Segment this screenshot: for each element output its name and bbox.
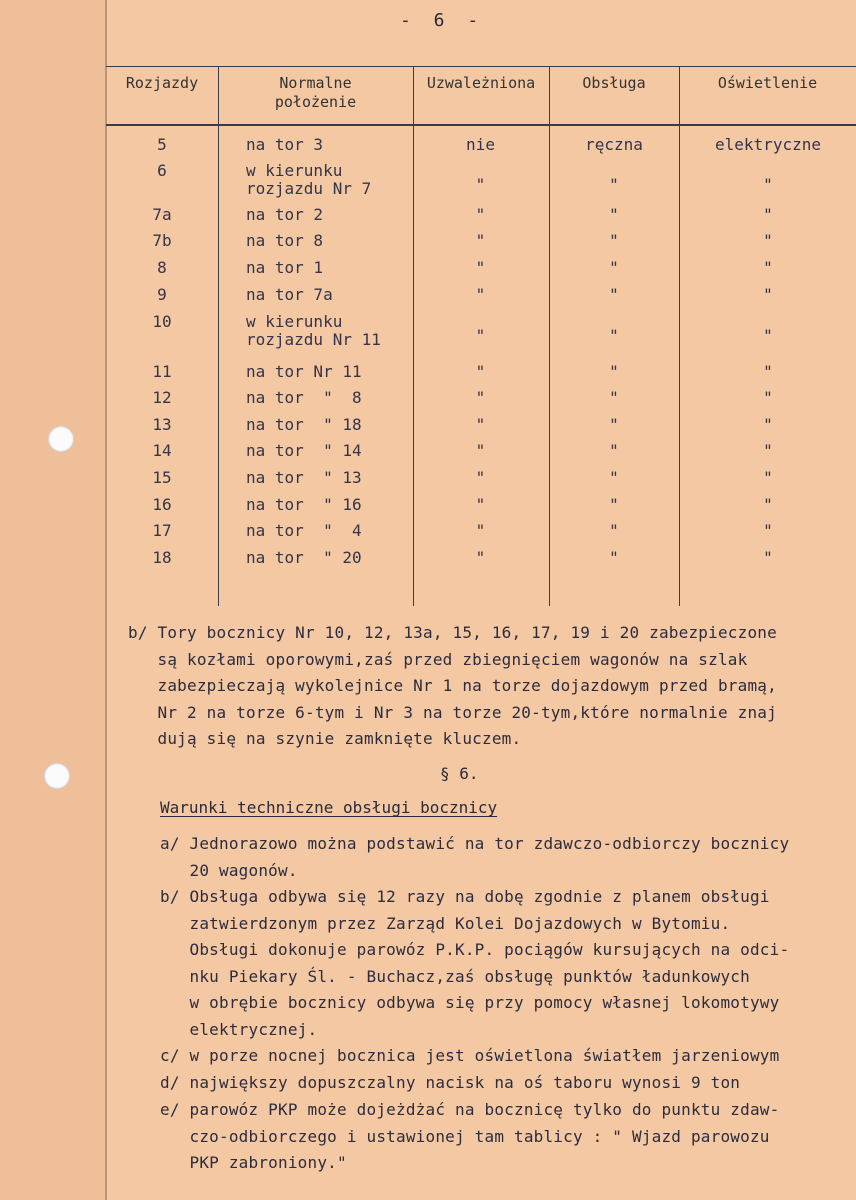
lighting-value: " xyxy=(763,205,773,224)
lighting-value: " xyxy=(763,441,773,460)
column-divider xyxy=(218,66,219,606)
lighting-value: " xyxy=(763,231,773,250)
binder-margin xyxy=(0,0,107,1200)
switch-number: 17 xyxy=(152,521,172,540)
switch-number: 9 xyxy=(157,285,167,304)
paragraph-b-tory: b/ Tory bocznicy Nr 10, 12, 13a, 15, 16, 17, 19 i 20 zabezpieczone są kozłami oporowymi,zaś przed zbiegnięciem wagonów na szlak zabezpieczają wykolejnice Nr 1 na torze dojazdowym przed bramą, Nr 2 na torze 6-tym i Nr 3 na torze 20-tym,które normalnie znaj dują się na szynie zamknięte kluczem. xyxy=(128,623,777,748)
operation-value: " xyxy=(609,441,619,460)
normal-position: na tor 1 xyxy=(246,258,324,277)
operation-value: " xyxy=(609,468,619,487)
lighting-value: " xyxy=(763,326,773,345)
switch-number: 16 xyxy=(152,495,172,514)
interlocked-value: " xyxy=(475,362,486,381)
header-oswietlenie: Oświetlenie xyxy=(717,74,818,92)
normal-position: na tor " 18 xyxy=(246,415,362,434)
interlocked-value: " xyxy=(475,441,486,460)
normal-position: na tor " 20 xyxy=(246,548,362,567)
switch-number: 11 xyxy=(152,362,172,381)
switch-number: 7b xyxy=(152,231,172,250)
switch-number: 18 xyxy=(152,548,172,567)
operation-value: " xyxy=(609,326,619,345)
normal-position: na tor 8 xyxy=(246,231,324,250)
item-d: d/ największy dopuszczalny nacisk na oś taboru wynosi 9 ton xyxy=(160,1073,741,1092)
punch-hole xyxy=(48,426,74,452)
item-e: e/ parowóz PKP może dojeżdżać na bocznicę tylko do punktu zdaw- czo-odbiorczego i ustawionej tam tablicy : " Wjazd parowozu PKP zabroniony." xyxy=(160,1100,780,1172)
switch-number: 13 xyxy=(152,415,172,434)
punch-hole xyxy=(44,763,70,789)
interlocked-value: " xyxy=(475,285,486,304)
switch-number: 10 xyxy=(152,312,172,331)
lighting-value: " xyxy=(763,415,773,434)
lighting-value: " xyxy=(763,285,773,304)
operation-value: " xyxy=(609,415,619,434)
interlocked-value: " xyxy=(475,468,486,487)
normal-position: na tor " 13 xyxy=(246,468,362,487)
lighting-value: " xyxy=(763,548,773,567)
interlocked-value: nie xyxy=(466,135,495,154)
lighting-value: " xyxy=(763,362,773,381)
normal-position: w kierunku rozjazdu Nr 11 xyxy=(246,312,381,349)
header-obsluga: Obsługa xyxy=(582,74,646,92)
header-normalne-polozenie: Normalne położenie xyxy=(274,74,357,111)
interlocked-value: " xyxy=(475,495,486,514)
operation-value: " xyxy=(609,205,619,224)
normal-position: na tor " 16 xyxy=(246,495,362,514)
interlocked-value: " xyxy=(475,258,486,277)
lighting-value: " xyxy=(763,258,773,277)
section-heading: Warunki techniczne obsługi bocznicy xyxy=(160,798,498,817)
interlocked-value: " xyxy=(475,175,486,194)
normal-position: na tor Nr 11 xyxy=(246,362,362,381)
interlocked-value: " xyxy=(475,548,486,567)
interlocked-value: " xyxy=(475,205,486,224)
section-mark: § 6. xyxy=(440,764,479,783)
lighting-value: " xyxy=(763,388,773,407)
operation-value: " xyxy=(609,175,619,194)
header-uzaleznione: Uzwależniona xyxy=(426,74,536,92)
operation-value: " xyxy=(609,258,619,277)
page-number: - 6 - xyxy=(400,10,485,31)
normal-position: na tor " 14 xyxy=(246,441,362,460)
lighting-value: " xyxy=(763,175,773,194)
item-a: a/ Jednorazowo można podstawić na tor zdawczo-odbiorczy bocznicy 20 wagonów. xyxy=(160,834,790,880)
operation-value: " xyxy=(609,548,619,567)
operation-value: " xyxy=(609,362,619,381)
interlocked-value: " xyxy=(475,326,486,345)
operation-value: " xyxy=(609,495,619,514)
normal-position: na tor " 4 xyxy=(246,521,362,540)
operation-value: ręczna xyxy=(585,135,643,154)
interlocked-value: " xyxy=(475,231,486,250)
interlocked-value: " xyxy=(475,521,486,540)
normal-position: na tor 7a xyxy=(246,285,333,304)
normal-position: w kierunku rozjazdu Nr 7 xyxy=(246,161,372,198)
switch-number: 7a xyxy=(152,205,172,224)
normal-position: na tor 3 xyxy=(246,135,324,154)
normal-position: na tor 2 xyxy=(246,205,324,224)
lighting-value: " xyxy=(763,468,773,487)
item-c: c/ w porze nocnej bocznica jest oświetlona światłem jarzeniowym xyxy=(160,1046,780,1065)
switch-number: 15 xyxy=(152,468,172,487)
switch-number: 5 xyxy=(157,135,167,154)
normal-position: na tor " 8 xyxy=(246,388,362,407)
header-rozjazdy: Rozjazdy xyxy=(125,74,199,92)
switch-table xyxy=(106,66,856,606)
lighting-value: elektryczne xyxy=(715,135,821,154)
switch-number: 8 xyxy=(157,258,167,277)
operation-value: " xyxy=(609,388,619,407)
interlocked-value: " xyxy=(475,388,486,407)
operation-value: " xyxy=(609,521,619,540)
switch-number: 6 xyxy=(157,161,167,180)
item-b: b/ Obsługa odbywa się 12 razy na dobę zgodnie z planem obsługi zatwierdzonym przez Zarząd Kolei Dojazdowych w Bytomiu. Obsługi dokonuje parowóz P.K.P. pociągów kursujących na odci- nku Piekary Śl. - Buchacz,zaś obsługę punktów ładunkowych w obrębie bocznicy odbywa się przy pomocy własnej lokomotywy elektrycznej. xyxy=(160,887,790,1039)
lighting-value: " xyxy=(763,495,773,514)
switch-number: 14 xyxy=(152,441,172,460)
interlocked-value: " xyxy=(475,415,486,434)
lighting-value: " xyxy=(763,521,773,540)
switch-number: 12 xyxy=(152,388,172,407)
operation-value: " xyxy=(609,285,619,304)
operation-value: " xyxy=(609,231,619,250)
